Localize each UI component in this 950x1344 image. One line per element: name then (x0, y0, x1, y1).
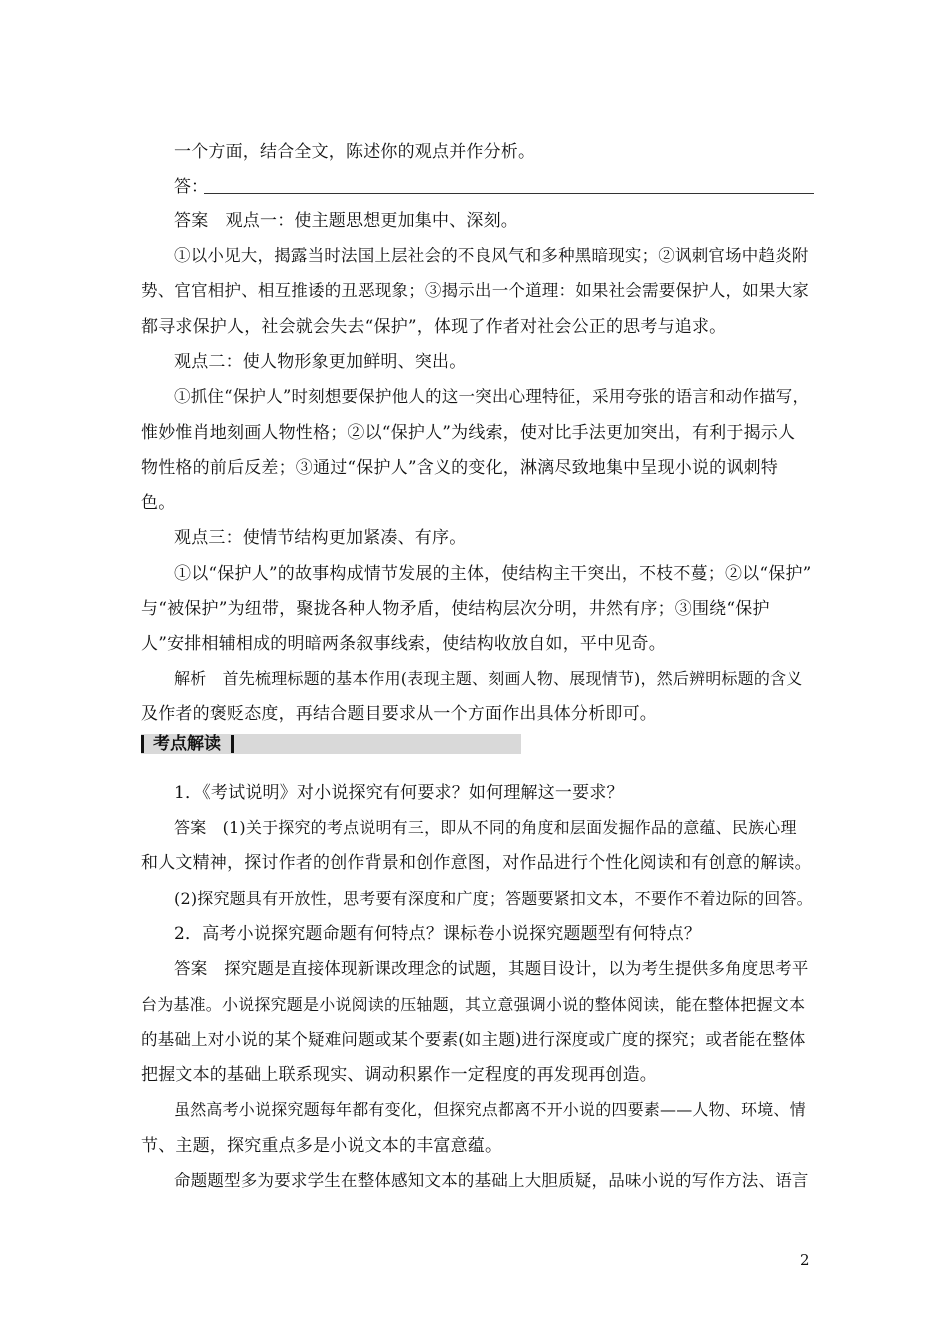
question-line: 1．《考试说明》对小说探究有何要求？如何理解这一要求？ (174, 783, 624, 803)
section-title: 考点解读 (153, 734, 221, 754)
answer-line: 观点二：使人物形象更加鲜明、突出。 (174, 352, 467, 372)
question-line: 2．高考小说探究题命题有何特点？课标卷小说探究题题型有何特点？ (174, 924, 702, 944)
answer-line: 答案 观点一：使主题思想更加集中、深刻。 (174, 211, 518, 231)
section-right-tick (231, 735, 234, 753)
answer-line: 的基础上对小说的某个疑难问题或某个要素(如主题)进行深度或广度的探究；或者能在整体 (141, 1030, 806, 1049)
answer-line: 人”安排相辅相成的明暗两条叙事线索，使结构收放自如，平中见奇。 (141, 634, 666, 654)
answer-line: ①以小见大，揭露当时法国上层社会的不良风气和多种黑暗现实；②讽刺官场中趋炎附 (174, 246, 809, 265)
section-left-tick (141, 735, 144, 753)
analysis-line: 解析 首先梳理标题的基本作用(表现主题、刻画人物、展现情节)，然后辨明标题的含义 (174, 669, 803, 688)
text-line: 一个方面，结合全文，陈述你的观点并作分析。 (174, 142, 536, 162)
answer-line: 势、官官相护、相互推诿的丑恶现象；③揭示出一个道理：如果社会需要保护人，如果大家 (141, 281, 809, 300)
answer-line: 答案 (1)关于探究的考点说明有三，即从不同的角度和层面发掘作品的意蕴、民族心理 (174, 818, 797, 837)
answer-line: 与“被保护”为纽带，聚拢各种人物矛盾，使结构层次分明，井然有序；③围绕“保护 (141, 599, 770, 619)
section-header (141, 734, 521, 754)
answer-line: (2)探究题具有开放性，思考要有深度和广度；答题要紧扣文本，不要作不着边际的回答。 (174, 889, 813, 908)
answer-prompt: 答： (174, 177, 208, 197)
answer-line: 把握文本的基础上联系现实、调动积累作一定程度的再发现再创造。 (141, 1065, 657, 1085)
answer-line: 都寻求保护人，社会就会失去“保护”，体现了作者对社会公正的思考与追求。 (141, 317, 727, 337)
analysis-line: 及作者的褒贬态度，再结合题目要求从一个方面作出具体分析即可。 (141, 704, 657, 724)
answer-line: 答案 探究题是直接体现新课改理念的试题，其题目设计，以为考生提供多角度思考平 (174, 959, 809, 978)
answer-line: 观点三：使情节结构更加紧凑、有序。 (174, 528, 467, 548)
answer-line: 惟妙惟肖地刻画人物性格；②以“保护人”为线索，使对比手法更加突出，有利于揭示人 (141, 423, 796, 443)
body-line: 虽然高考小说探究题每年都有变化，但探究点都离不开小说的四要素——人物、环境、情 (174, 1100, 806, 1119)
answer-row (174, 176, 814, 198)
answer-line: 和人文精神，探讨作者的创作背景和创作意图，对作品进行个性化阅读和有创意的解读。 (141, 853, 812, 873)
answer-line: 色。 (141, 493, 176, 513)
page-number: 2 (800, 1251, 810, 1269)
answer-blank-line[interactable] (204, 193, 814, 194)
body-line: 节、主题，探究重点多是小说文本的丰富意蕴。 (141, 1136, 503, 1156)
answer-line: ①以“保护人”的故事构成情节发展的主体，使结构主干突出，不枝不蔓；②以“保护” (174, 564, 812, 584)
body-line: 命题题型多为要求学生在整体感知文本的基础上大胆质疑，品味小说的写作方法、语言 (174, 1171, 809, 1190)
answer-line: 台为基准。小说探究题是小说阅读的压轴题，其立意强调小说的整体阅读，能在整体把握文本 (141, 995, 806, 1014)
answer-line: 物性格的前后反差；③通过“保护人”含义的变化，淋漓尽致地集中呈现小说的讽刺特 (141, 458, 778, 478)
answer-line: ①抓住“保护人”时刻想要保护他人的这一突出心理特征，采用夸张的语言和动作描写， (174, 387, 810, 406)
